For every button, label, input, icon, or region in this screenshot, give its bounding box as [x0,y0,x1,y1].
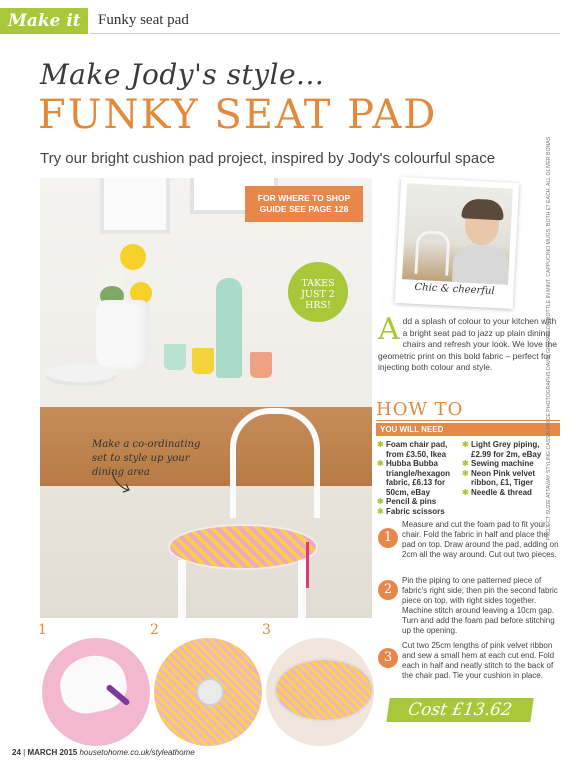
shop-guide-badge: FOR WHERE TO SHOP GUIDE SEE PAGE 128 [245,186,363,222]
intro-text: dd a splash of colour to your kitchen with a bright seat pad to jazz up plain dining chairs and refresh your look. We love the geometric print on this bold fabric – perfect for injecting both colour and style. [378,316,558,372]
list-item: ✱ Neon Pink velvet ribbon, £1, Tiger [462,468,536,487]
bullet-icon: ✱ [377,506,384,516]
footer-sep: | [23,748,26,757]
main-photo [40,178,372,618]
bullet-icon: ✱ [377,459,384,468]
chair-back [230,408,320,518]
headline: FUNKY SEAT PAD [38,92,438,138]
need-list-col1 [377,440,461,516]
howto-title: HOW TO [376,399,464,420]
flower [120,244,146,270]
ribbon [306,542,309,588]
photo-credit: PROJECT SUZIE ATTAWAY STYLING CASSIE PRICE PHOTOGRAPHS DAVID GILES NEON BOTTLE IN MINT, CAPPUCINO MUGS, BOTH £7 EACH, ALL OLIVER BONAS [546,136,552,540]
step-photo-1 [42,638,150,746]
step-photo-number: 3 [262,622,271,638]
footer-url: housetohome.co.uk/styleathome [79,748,195,757]
step-photo-3 [266,638,374,746]
bullet-icon: ✱ [462,487,469,497]
bullet-icon: ✱ [462,459,469,468]
step-photo-number: 1 [38,622,47,638]
footer [12,748,195,757]
polaroid-photo [395,177,519,309]
standfirst: Try our bright cushion pad project, inspired by Jody's colourful space [40,150,496,167]
drop-cap: A [378,312,400,347]
step-2-text: Pin the piping to one patterned piece of fabric's right side; then pin the second fabric piece on top, with right sides together. Machine stitch around leaving a 10cm gap. Turn and add the foam pad before stitching up the opening. [402,576,558,635]
chair-leg [298,560,306,618]
bullet-icon: ✱ [462,468,469,478]
time-badge-text: TAKES JUST 2 HRS! [301,278,335,311]
foam-pad [55,650,131,718]
list-item: ✱ Hubba Bubba triangle/hexagon fabric, £6.13 for 50cm, eBay [377,459,451,497]
polaroid-image [402,183,513,284]
section-title: Funky seat pad [98,12,189,28]
list-item: ✱ Sewing machine [462,459,534,468]
bullet-icon: ✱ [377,440,384,449]
step-1-number: 1 [378,528,398,548]
bullet-icon: ✱ [462,440,469,449]
hair [461,198,504,220]
polaroid-caption: Chic & cheerful [414,281,495,298]
kicker: Make Jody's style... [40,58,325,91]
page-number: 24 [12,748,21,757]
finished-cushion [274,658,374,722]
chair-leg [178,560,186,618]
need-bar: YOU WILL NEED [376,423,560,436]
list-item: ✱ Light Grey piping, £2.99 for 2m, eBay [462,440,542,459]
cost-badge: Cost £13.62 [386,698,533,722]
bullet-icon: ✱ [377,497,384,506]
section-tag: Make it [0,8,88,34]
howto-rule [376,420,560,421]
arrow-icon [108,470,134,496]
list-item: ✱ Fabric scissors [377,506,445,516]
wall-frame [100,178,170,234]
list-item: ✱ Needle & thread [462,487,532,497]
vase [96,300,150,370]
cup [192,348,214,374]
seat-pad [168,524,318,570]
cup [164,344,186,370]
list-item: ✱ Foam chair pad, from £3.50, Ikea [377,440,448,459]
mint-bottle [216,278,242,378]
photo-caption: Make a co-ordinating set to style up your dining area [92,439,201,478]
issue-date: MARCH 2015 [27,748,78,757]
shoulder [452,244,510,285]
time-badge [288,262,348,322]
step-1-text: Measure and cut the foam pad to fit your chair. Fold the fabric in half and place the pad on top. Draw around the pad, adding on 2cm all the way around. Cut out two pieces. [402,520,559,559]
step-photo-number: 2 [150,622,159,638]
header-divider [90,33,560,34]
step-2-number: 2 [378,580,398,600]
plates [46,364,116,382]
list-item: ✱ Pencil & pins [377,497,437,506]
chair-thumb [414,230,450,276]
step-3-number: 3 [378,648,398,668]
pin-cushion [196,678,224,706]
intro-paragraph [378,312,558,374]
cup [250,352,272,378]
step-photo-2 [154,638,262,746]
step-3-text: Cut two 25cm lengths of pink velvet ribbon and sew a small hem at each cut end. Fold each in half and neatly stitch to the back of the chair pad. Tie your cushion in place. [402,641,555,680]
